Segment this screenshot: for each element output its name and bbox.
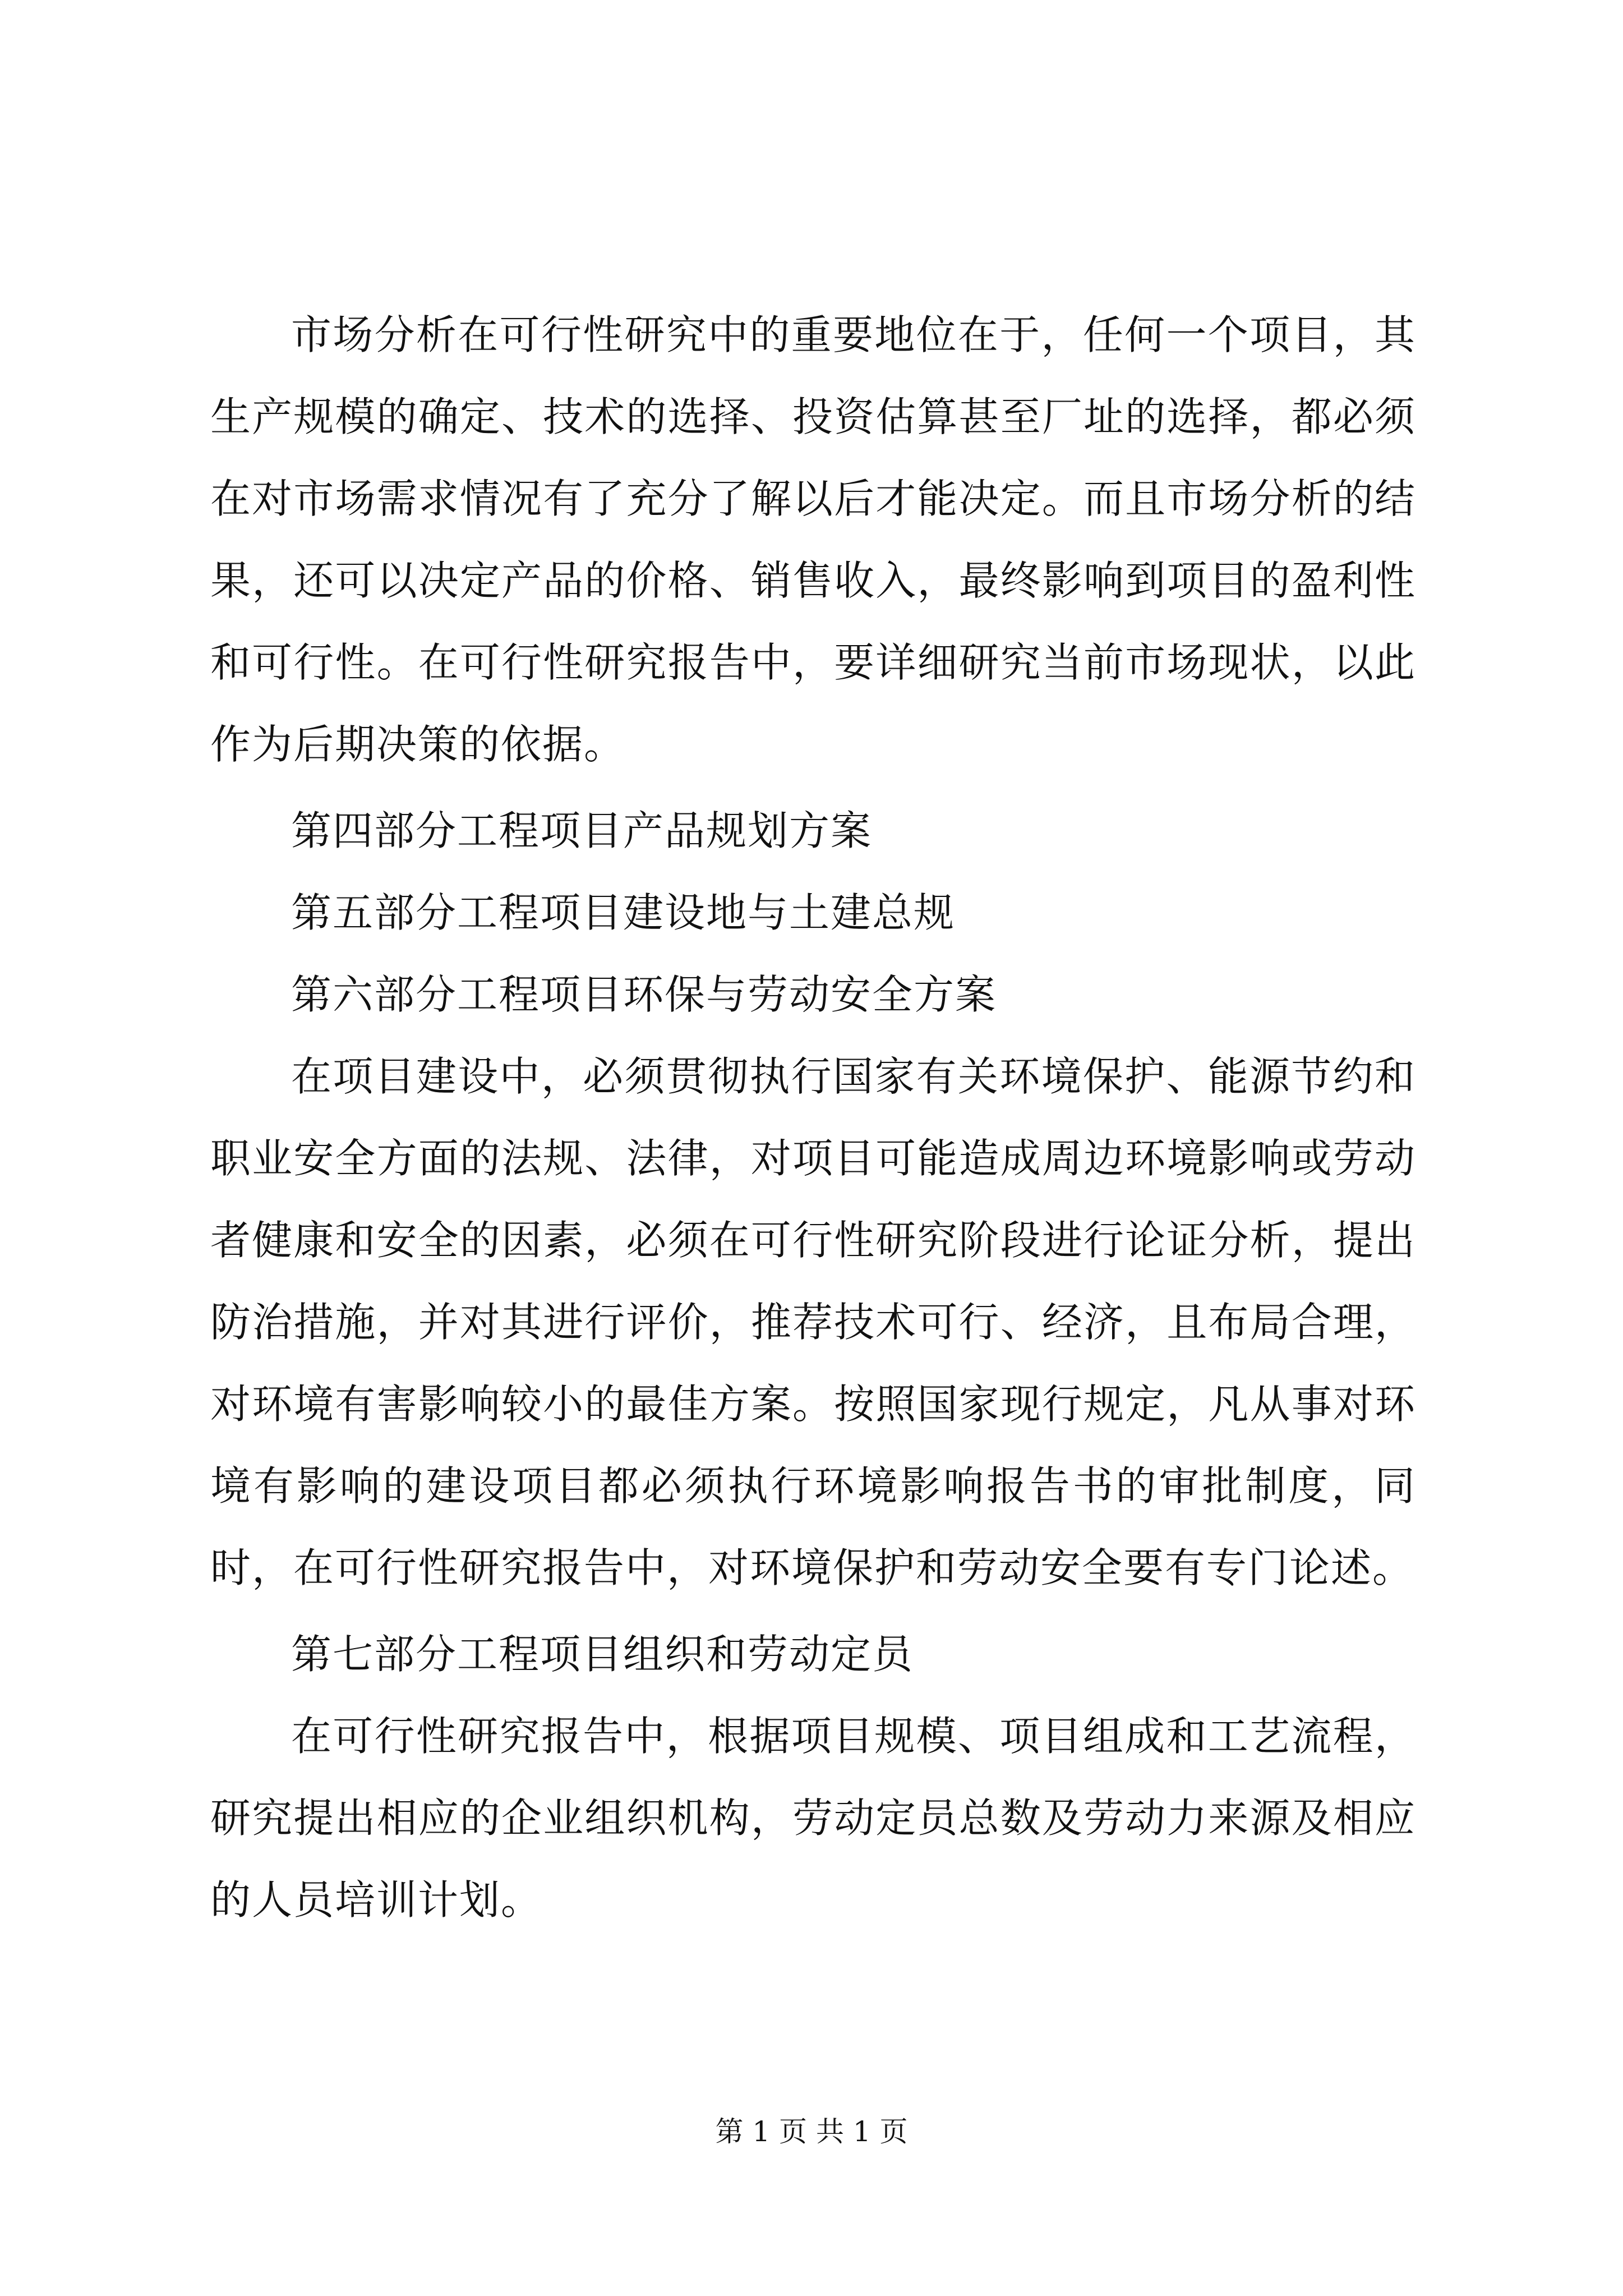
page-number-footer: 第 1 页 共 1 页	[715, 2115, 908, 2148]
heading-part-four: 第四部分工程项目产品规划方案	[291, 807, 873, 854]
heading-part-five: 第五部分工程项目建设地与土建总规	[291, 889, 956, 936]
paragraph-organization-staffing: 在可行性研究报告中，根据项目规模、项目组成和工艺流程，研究提出相应的企业组织机构，劳动定员总数及劳动力来源及相应的人员培训计划。	[210, 1713, 1416, 1924]
heading-part-six: 第六部分工程项目环保与劳动安全方案	[291, 971, 997, 1018]
paragraph-environment-safety: 在项目建设中，必须贯彻执行国家有关环境保护、能源节约和职业安全方面的法规、法律，对项目可能造成周边环境影响或劳动者健康和安全的因素，必须在可行性研究阶段进行论证分析，提出防治措施，并对其进行评价，推荐技术可行、经济，且布局合理，对环境有害影响较小的最佳方案。按照国家现行规定，凡从事对环境有影响的建设项目都必须执行环境影响报告书的审批制度，同时，在可行性研究报告中，对环境保护和劳动安全要有专门论述。	[210, 1053, 1416, 1591]
paragraph-market-analysis: 市场分析在可行性研究中的重要地位在于，任何一个项目，其生产规模的确定、技术的选择、投资估算甚至厂址的选择，都必须在对市场需求情况有了充分了解以后才能决定。而且市场分析的结果，还可以决定产品的价格、销售收入，最终影响到项目的盈利性和可行性。在可行性研究报告中，要详细研究当前市场现状，以此作为后期决策的依据。	[210, 311, 1416, 768]
document-body	[210, 294, 1416, 1941]
heading-part-seven: 第七部分工程项目组织和劳动定员	[291, 1631, 914, 1678]
